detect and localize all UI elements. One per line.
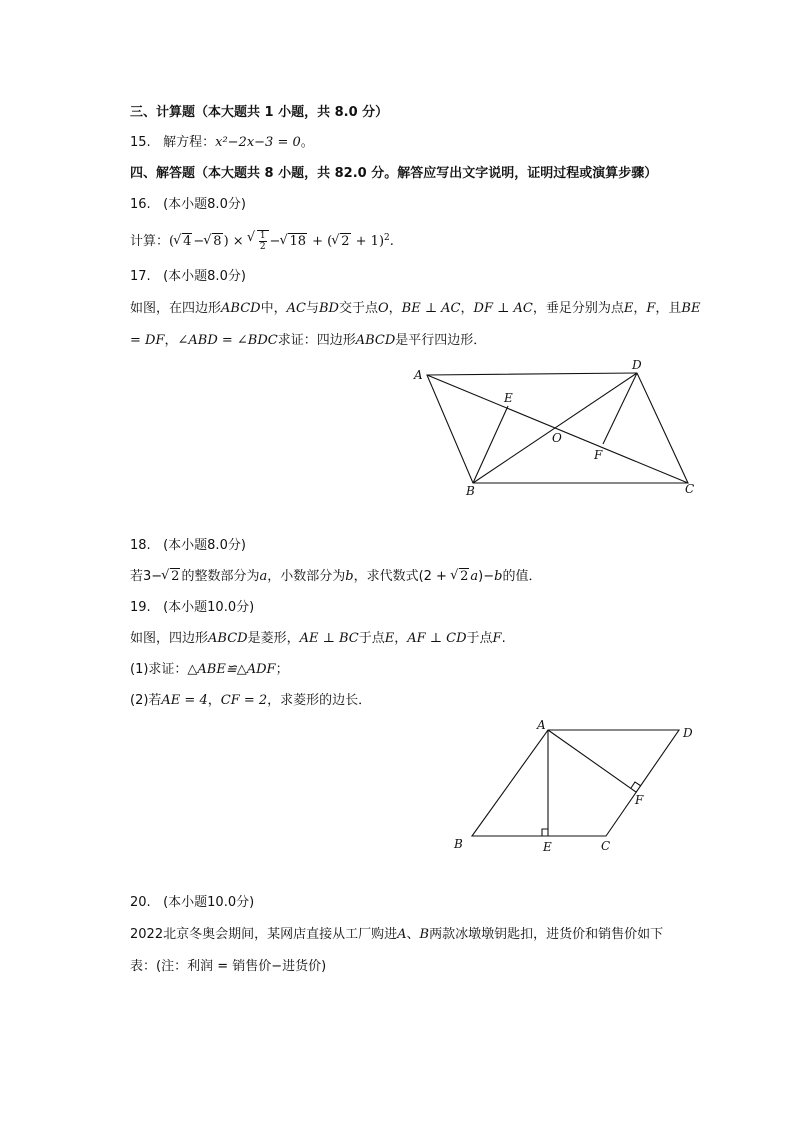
q15-label: 解方程： [163,135,216,150]
paren-close: ) [223,234,229,249]
q15-tail: 。 [300,135,314,150]
q20-points: (本小题10.0分) [163,895,255,910]
math: AC [286,301,306,316]
label-D: D [632,358,642,372]
q16-expression [130,230,394,252]
minus-sign: − [269,234,281,249]
math: F [492,631,502,646]
plus-sign: + ( [308,234,333,249]
text: ； [275,662,289,677]
math: a [259,569,268,584]
q17-text-line1 [130,300,700,318]
text: 如图，四边形 [130,631,209,646]
math: ABCD [355,333,396,348]
label-E: E [543,840,552,854]
label-A: A [414,368,423,382]
paren-open: ( [169,234,175,249]
text: ， [460,301,474,316]
math: AE ⊥ BC [299,631,359,646]
sqrt-4 [174,233,192,251]
q15-number: 15. [130,135,151,150]
q18-header [130,537,246,555]
math: b [345,569,354,584]
q18-points: (本小题8.0分) [163,538,246,553]
math: DF ⊥ AC [473,301,533,316]
text: ，且 [655,301,682,316]
q17-text-line2 [130,332,486,350]
text: 于点 [466,631,493,646]
question-15 [130,134,314,152]
period: . [389,234,394,249]
q19-figure-rhombus [445,712,710,862]
q18-text [130,568,541,586]
text: 的值． [502,569,542,584]
text: 若3− [130,569,163,584]
q16-label: 计算： [130,234,170,249]
q17-number: 17. [130,269,151,284]
label-O: O [552,431,562,445]
q19-part1 [130,661,289,679]
text: )− [478,569,495,584]
text: 两款冰墩墩钥匙扣，进货价和销售价如下 [429,927,664,942]
q16-header [130,196,246,214]
q20-text-line2: 表：(注：利润 = 销售价−进货价) [130,959,327,974]
math: BD [318,301,339,316]
segment-df [603,373,637,444]
q17-points: (本小题8.0分) [163,269,246,284]
label-C: C [601,839,611,853]
q19-number: 19. [130,600,151,615]
label-C: C [685,482,695,496]
text: 中， [260,301,287,316]
rhombus-abcd [472,730,679,836]
text: 交于点 [338,301,378,316]
text: 是菱形， [247,631,300,646]
q19-text-line1 [130,630,506,648]
q19-header [130,599,254,617]
text: ，求代数式(2 + [353,569,452,584]
math: CF = 2 [220,693,268,708]
math: AE = 4 [161,693,208,708]
text: . [501,631,506,646]
section3-title: 三、计算题（本大题共 1 小题，共 8.0 分） [130,105,389,120]
math: F [646,301,656,316]
math: E [623,301,634,316]
q20-number: 20. [130,895,151,910]
segment-af [548,730,636,792]
q19-part2 [130,692,371,710]
q20-header [130,894,254,912]
text: ，小数部分为 [267,569,346,584]
text: (1)求证： [130,662,188,677]
math: ∠ABD = ∠BDC [177,333,278,348]
math: AF ⊥ CD [407,631,467,646]
radicand: 2 [460,569,469,584]
text: 与 [305,301,319,316]
radicand: 4 [183,234,192,249]
q18-number: 18. [130,538,151,553]
math: A [397,927,407,942]
text: ， [164,333,178,348]
text: 如图，在四边形 [130,301,222,316]
q16-number: 16. [130,197,151,212]
radicand: 2 [171,569,180,584]
q20-text-line1 [130,926,663,944]
q17-header [130,268,246,286]
sqrt-2 [451,568,469,586]
q15-equation: x²−2x−3 = 0 [215,135,301,150]
text: ，求菱形的边长． [267,693,372,708]
math: BE ⊥ AC [401,301,461,316]
section4-title: 四、解答题（本大题共 8 小题，共 82.0 分。解答应写出文字说明，证明过程或演算步骤） [130,166,658,181]
times-sign: × [228,234,248,249]
radicand: 2 [341,234,350,249]
text: 是平行四边形． [395,333,487,348]
math: O [377,301,389,316]
math: B [419,927,430,942]
text: 求证：四边形 [277,333,356,348]
sqrt-18 [280,233,307,251]
math: △ABE≌△ADF [187,662,276,677]
text: (2)若 [130,693,162,708]
radicand: 18 [289,234,306,249]
label-B: B [454,837,463,851]
text: ， [633,301,647,316]
math: ABCD [208,631,248,646]
sqrt-2 [332,233,350,251]
text: ， [394,631,408,646]
math: ABCD [221,301,261,316]
q17-figure-parallelogram [400,355,710,500]
text: ，垂足分别为点 [532,301,624,316]
sqrt-half [248,230,269,252]
q16-points: (本小题8.0分) [163,197,246,212]
math: a [470,569,479,584]
math: BE [681,301,701,316]
fraction-numerator: √ 1 [259,231,266,241]
text: 于点 [358,631,385,646]
text: 的整数部分为 [181,569,260,584]
label-B: B [466,484,475,498]
radicand: 8 [213,234,222,249]
text: 、 [406,927,420,942]
math: b [494,569,503,584]
text: ， [207,693,221,708]
text: 2022北京冬奥会期间，某网店直接从工厂购进 [130,927,398,942]
math: E [384,631,395,646]
q19-points: (本小题10.0分) [163,600,255,615]
sqrt-8 [204,233,222,251]
minus-sign: − [193,234,205,249]
label-E: E [504,391,513,405]
right-angle-mark-e [542,829,548,836]
label-A: A [537,718,546,732]
exponent: 2 [384,233,390,243]
plus-one: + 1) [351,234,385,249]
math: = DF [130,333,165,348]
label-F: F [594,448,603,462]
text: ， [388,301,402,316]
label-D: D [683,726,693,740]
fraction-denominator: 2 [259,242,266,252]
fraction-half [259,231,267,252]
sqrt-2 [162,568,180,586]
label-F: F [635,793,644,807]
